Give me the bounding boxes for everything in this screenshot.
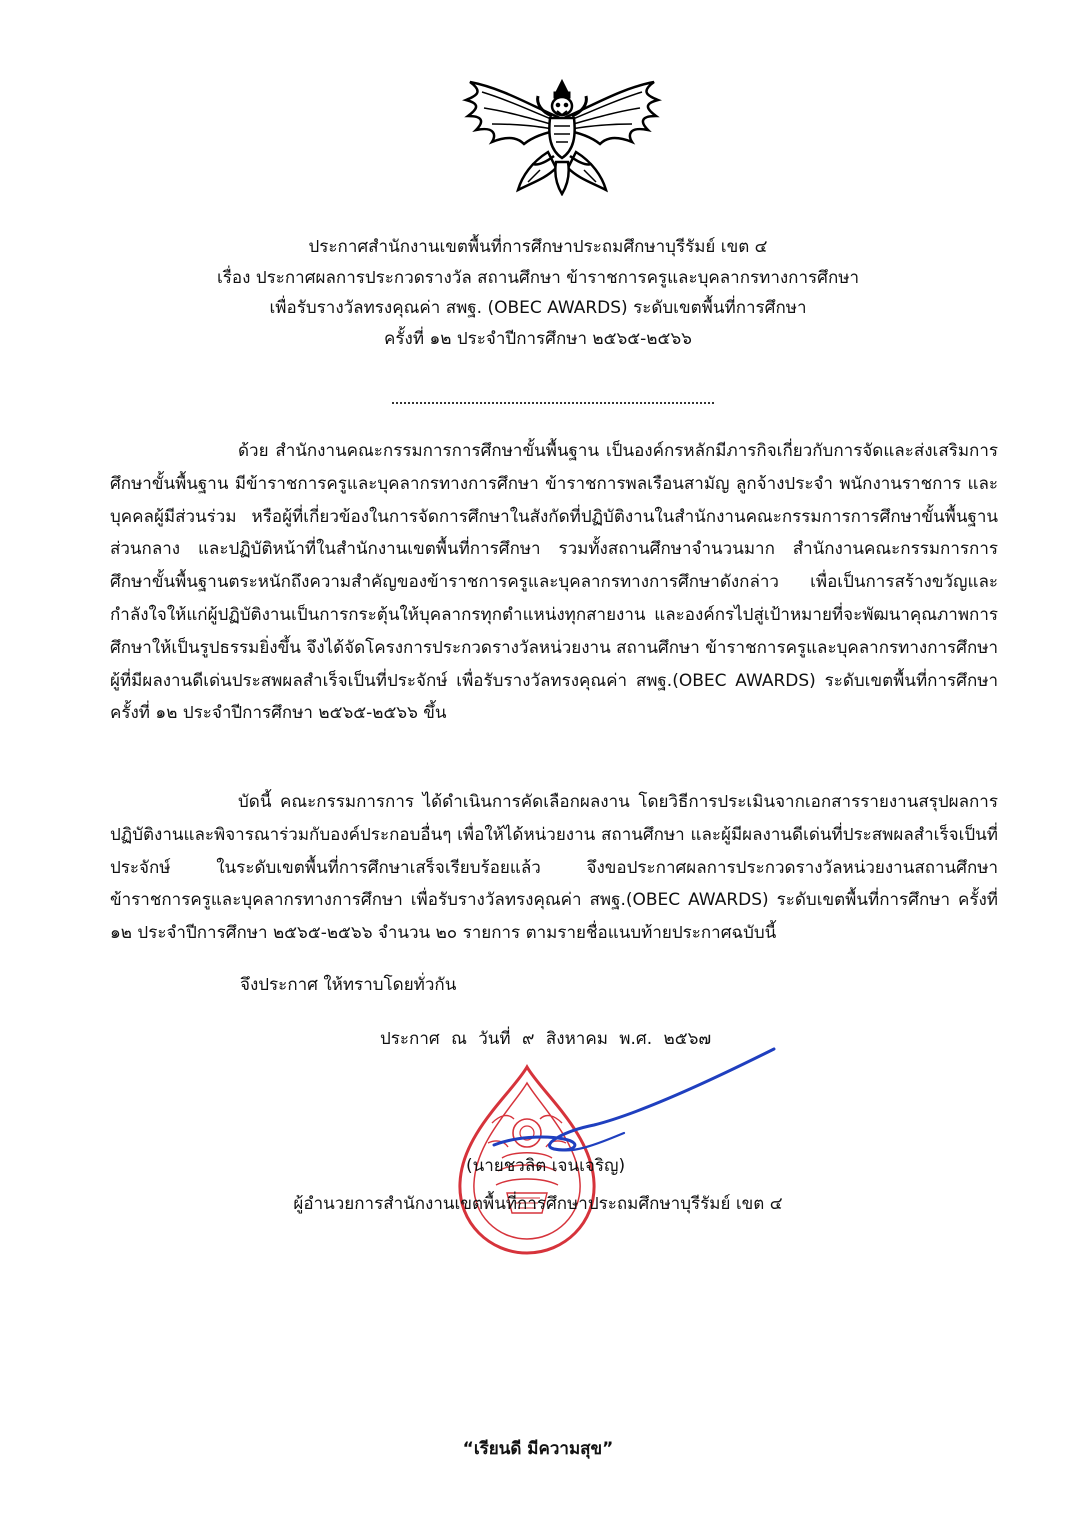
handwritten-signature [484,1045,784,1165]
body-paragraph-2: บัดนี้ คณะกรรมการการ ได้ดำเนินการคัดเลือกผลงาน โดยวิธีการประเมินจากเอกสารรายงานสรุปผลการปฏิบัติงานและพิจารณาร่วมกับองค์ประกอบอื่นๆ เพื่อให้ได้หน่วยงาน สถานศึกษา และผู้มีผลงานดีเด่นที่ประสพผลสำเร็จเป็นที่ประจักษ์ ในระดับเขตพื้นที่การศึกษาเสร็จเรียบร้อยแล้ว จึงขอประกาศผลการประกวดรางวัลหน่วยงานสถานศึกษา ข้าราชการครูและบุคลากรทางการศึกษา เพื่อรับรางวัลทรงคุณค่า สพฐ.(OBEC AWARDS) ระดับเขตพื้นที่การศึกษา ครั้งที่ ๑๒ ประจำปีการศึกษา ๒๕๖๕-๒๕๖๖ จำนวน ๒๐ รายการ ตามรายชื่อแนบท้ายประกาศฉบับนี้ [110,792,998,944]
header-line-issuer: ประกาศสำนักงานเขตพื้นที่การศึกษาประถมศึกษาบุรีรัมย์ เขต ๔ [308,237,768,257]
footer-motto: “เรียนดี มีความสุข” [462,1439,614,1459]
announcement-header [60,232,1016,354]
signer-name: (นายชวลิต เจนเจริญ) [466,1156,626,1176]
garuda-emblem-icon [462,78,662,196]
closing-statement: จึงประกาศ ให้ทราบโดยทั่วกัน [240,975,457,995]
announcement-date: ประกาศ ณ วันที่ ๙ สิงหาคม พ.ศ. ๒๕๖๗ [380,1029,712,1049]
signer-title: ผู้อำนวยการสำนักงานเขตพื้นที่การศึกษาประถมศึกษาบุรีรัมย์ เขต ๔ [293,1194,783,1214]
header-line-subject: เรื่อง ประกาศผลการประกวดรางวัล สถานศึกษา ข้าราชการครูและบุคลากรทางการศึกษา [216,267,859,288]
header-line-round: ครั้งที่ ๑๒ ประจำปีการศึกษา ๒๕๖๕-๒๕๖๖ [384,328,692,349]
dotted-separator [392,402,714,404]
header-line-award: เพื่อรับรางวัลทรงคุณค่า สพฐ. (OBEC AWARDS) ระดับเขตพื้นที่การศึกษา [269,298,807,318]
body-paragraph-1: ด้วย สำนักงานคณะกรรมการการศึกษาขั้นพื้นฐาน เป็นองค์กรหลักมีภารกิจเกี่ยวกับการจัดและส่งเสริมการศึกษาขั้นพื้นฐาน มีข้าราชการครูและบุคลากรทางการศึกษา ข้าราชการพลเรือนสามัญ ลูกจ้างประจำ พนักงานราชการ และบุคคลผู้มีส่วนร่วม หรือผู้ที่เกี่ยวข้องในการจัดการศึกษาในสังกัดที่ปฏิบัติงานในสำนักงานคณะกรรมการการศึกษาขั้นพื้นฐานส่วนกลาง และปฏิบัติหน้าที่ในสำนักงานเขตพื้นที่การศึกษา รวมทั้งสถานศึกษาจำนวนมาก สำนักงานคณะกรรมการการศึกษาขั้นพื้นฐานตระหนักถึงความสำคัญของข้าราชการครูและบุคลากรทางการศึกษาดังกล่าว เพื่อเป็นการสร้างขวัญและกำลังใจให้แก่ผู้ปฏิบัติงานเป็นการกระตุ้นให้บุคลากรทุกตำแหน่งทุกสายงาน และองค์กรไปสู่เป้าหมายที่จะพัฒนาคุณภาพการศึกษาให้เป็นรูปธรรมยิ่งขึ้น จึงได้จัดโครงการประกวดรางวัลหน่วยงาน สถานศึกษา ข้าราชการครูและบุคลากรทางการศึกษา ผู้ที่มีผลงานดีเด่นประสพผลสำเร็จเป็นที่ประจักษ์ เพื่อรับรางวัลทรงคุณค่า สพฐ.(OBEC AWARDS) ระดับเขตพื้นที่การศึกษา ครั้งที่ ๑๒ ประจำปีการศึกษา ๒๕๖๕-๒๕๖๖ ขึ้น [110,441,998,724]
